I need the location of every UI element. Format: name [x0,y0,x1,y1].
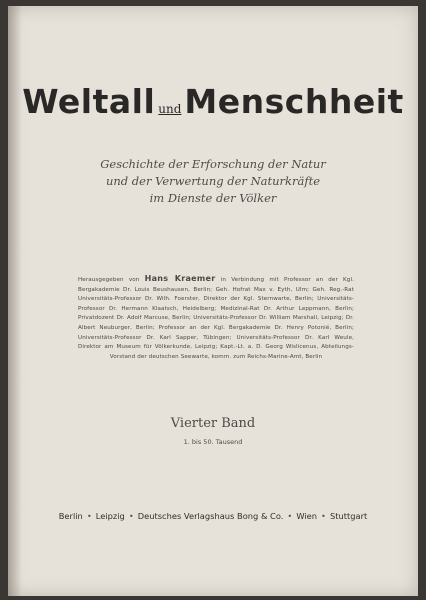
subtitle-line-3: im Dienste der Völker [149,191,277,205]
contributors-text: in Verbindung mit Professor an der Kgl. Bergakademie Dr. Louis Beushausen, Berlin; Geh. Hofrat Max v. Eyth, Ulm; Geh. Reg.-Rat Universitäts-Professor Dr. Wilh. Foerster, Direktor der Kgl. Sternwarte, Berlin; Universitäts-Professor Dr. Hermann Klaatsch, Heidelberg; Medizinal-Rat Dr. Arthur Leppmann, Berlin; Privatdozent Dr. Adolf Marcuse, Berlin; Universitäts-Professor Dr. William Marshall, Leipzig; Dr. Albert Neuburger, Berlin; Professor an der Kgl. Bergakademie Dr. Henry Potonié, Berlin; Universitäts-Professor Dr. Karl Sapper, Tübingen; Universitäts-Professor Dr. Karl Weule, Direktor am Museum für Völkerkunde, Leipzig; Kapt.-Lt. a. D. Georg Wislicenus, Abteilungs-Vorstand der deutschen Seewarte, komm. zum Reichs-Marine-Amt, Berlin [78,277,354,360]
title-connector: und [158,102,182,116]
separator-dot: • [86,511,92,521]
title-page [8,6,418,596]
publisher-city-wien: Wien [296,511,318,521]
book-subtitle [8,156,418,207]
editors-block [78,274,354,362]
title-word-menschheit: Menschheit [184,82,404,121]
separator-dot: • [128,511,134,521]
publisher-city-stuttgart: Stuttgart [329,511,368,521]
separator-dot: • [287,511,293,521]
publisher-city-berlin: Berlin [58,511,83,521]
publisher-line [8,511,418,521]
separator-dot: • [321,511,326,521]
book-title [8,82,418,121]
subtitle-line-2: und der Verwertung der Naturkräfte [105,174,321,188]
volume-label: Vierter Band [170,416,256,431]
edition-label: 1. bis 50. Tausend [183,438,243,446]
title-word-weltall: Weltall [22,82,156,121]
editor-name: Hans Kraemer [144,274,216,283]
publisher-city-leipzig: Leipzig [95,511,125,521]
subtitle-line-1: Geschichte der Erforschung der Natur [100,157,326,171]
editors-intro: Herausgegeben von [78,277,140,283]
publisher-name: Deutsches Verlagshaus Bong & Co. [137,511,284,521]
